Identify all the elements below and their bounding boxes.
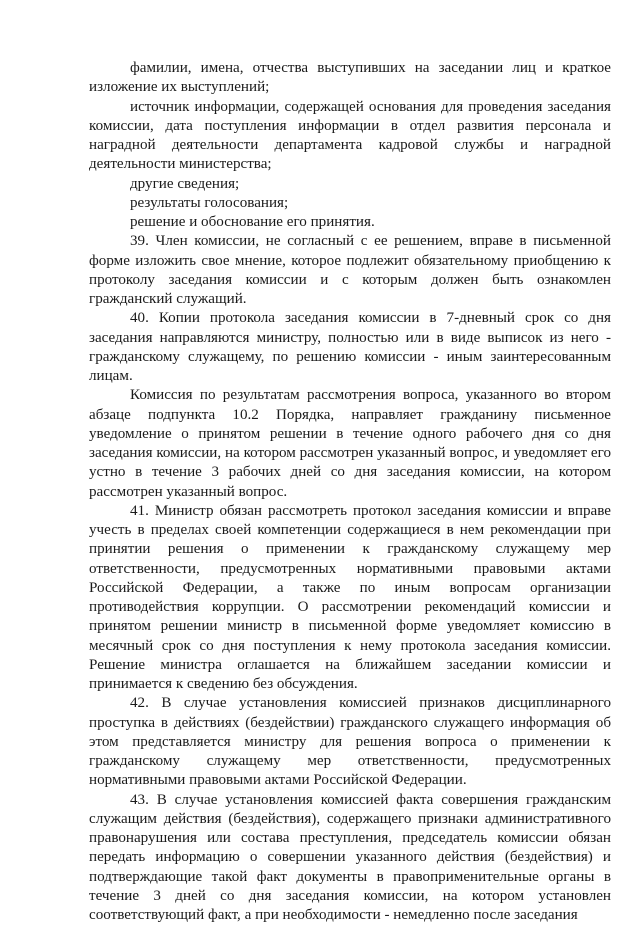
- paragraph-speakers: фамилии, имена, отчества выступивших на заседании лиц и краткое изложение их выступлений;: [89, 59, 611, 98]
- paragraph-commission-notice: Комиссия по результатам рассмотрения вопроса, указанного во втором абзаце подпункта 10.2 Порядка, направляет гражданину письменное уведомление о принятом решении в течение одного рабочего дня со дня заседания комиссии, на котором рассмотрен указанный вопрос, и уведомляет его устно в течение 3 рабочих дней со дня заседания комиссии, на котором рассмотрен указанный вопрос.: [89, 386, 611, 502]
- paragraph-42: 42. В случае установления комиссией признаков дисциплинарного проступка в действиях (бездействии) гражданского служащего информация об этом представляется министру для решения вопроса о применении к гражданскому служащему мер ответственности, предусмотренных нормативными правовыми актами Российской Федерации.: [89, 694, 611, 790]
- document-body: [89, 59, 611, 925]
- paragraph-40: 40. Копии протокола заседания комиссии в 7-дневный срок со дня заседания направляются министру, полностью или в виде выписок из него - гражданскому служащему, по решению комиссии - иным заинтересованным лицам.: [89, 309, 611, 386]
- paragraph-39: 39. Член комиссии, не согласный с ее решением, вправе в письменной форме изложить свое мнение, которое подлежит обязательному приобщению к протоколу заседания комиссии и с которым должен быть ознакомлен гражданский служащий.: [89, 232, 611, 309]
- paragraph-voting-results: результаты голосования;: [89, 194, 611, 213]
- paragraph-43: 43. В случае установления комиссией факта совершения гражданским служащим действия (бездействия), содержащего признаки административного правонарушения или состава преступления, председатель комиссии обязан передать информацию о совершении указанного действия (бездействия) и подтверждающие такой факт документы в правоприменительные органы в течение 3 дней со дня заседания комиссии, на котором установлен соответствующий факт, а при необходимости - немедленно после заседания: [89, 791, 611, 925]
- paragraph-decision: решение и обоснование его принятия.: [89, 213, 611, 232]
- paragraph-41: 41. Министр обязан рассмотреть протокол заседания комиссии и вправе учесть в пределах своей компетенции содержащиеся в нем рекомендации при принятии решения о применении к гражданскому служащему мер ответственности, предусмотренных нормативными правовыми актами Российской Федерации, а также по иным вопросам организации противодействия коррупции. О рассмотрении рекомендаций комиссии и принятом решении министр в письменной форме уведомляет комиссию в месячный срок со дня поступления к нему протокола заседания комиссии. Решение министра оглашается на ближайшем заседании комиссии и принимается к сведению без обсуждения.: [89, 502, 611, 695]
- paragraph-other-info: другие сведения;: [89, 175, 611, 194]
- paragraph-information-source: источник информации, содержащей основания для проведения заседания комиссии, дата поступления информации в отдел развития персонала и наградной деятельности департамента кадровой службы и наградной деятельности министерства;: [89, 98, 611, 175]
